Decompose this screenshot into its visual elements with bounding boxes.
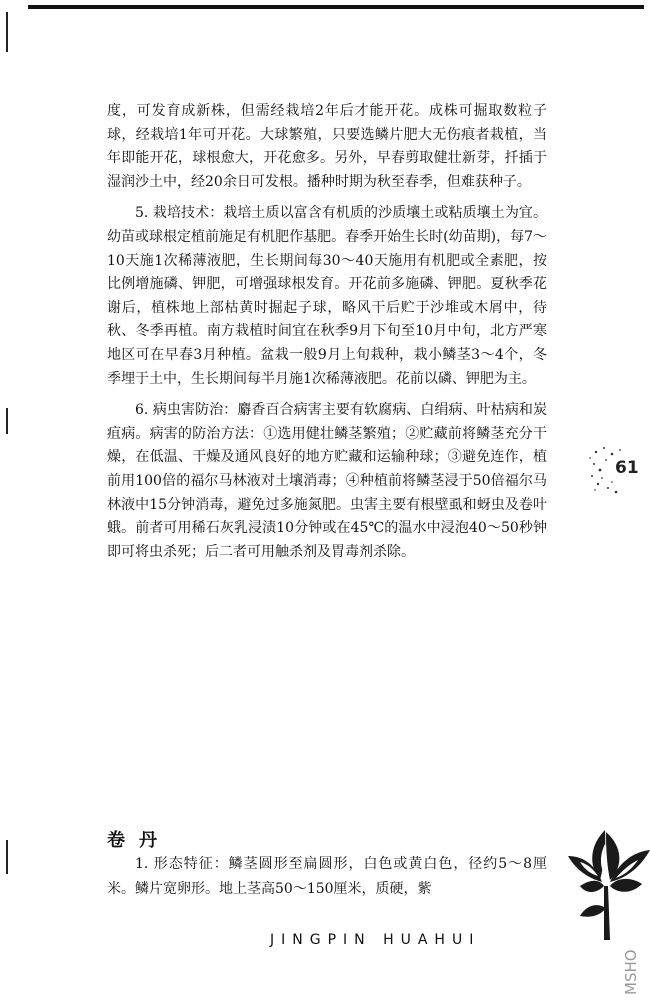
main-text: [107, 100, 547, 564]
binding-mark: [6, 408, 8, 434]
morphology-paragraph: 1. 形态特征：鳞茎圆形至扁圆形，白色或黄白色，径约5～8厘米。鳞片宽卵形。地上茎高50～150厘米，质硬，紫: [107, 856, 547, 897]
page-number: 61: [615, 458, 639, 478]
pest-control-paragraph: 6. 病虫害防治：麝香百合病害主要有软腐病、白绢病、叶枯病和炭疽病。病害的防治方法：①选用健壮鳞茎繁殖；②贮藏前将鳞茎充分干燥，在低温、干燥及通风良好的地方贮藏和运输种球；③避免连作，植前用100倍的福尔马林液对土壤消毒；④种植前将鳞茎浸于50倍福尔马林液中15分钟消毒，避免过多施氮肥。虫害主要有根壁虱和蚜虫及卷叶蛾。前者可用稀石灰乳浸渍10分钟或在45℃的温水中浸泡40～50秒钟即可将虫杀死；后二者可用触杀剂及胃毒剂杀除。: [107, 402, 547, 560]
binding-mark: [6, 12, 8, 52]
binding-mark: [6, 840, 8, 874]
section-title: 卷丹: [107, 830, 171, 851]
top-rule: [28, 5, 644, 9]
watermark: MSHO: [622, 949, 640, 995]
section-text: [107, 852, 547, 902]
continuation-paragraph: 度，可发育成新株，但需经栽培2年后才能开花。成株可掘取数粒子球，经栽培1年可开花。大球繁殖，只要选鳞片肥大无伤痕者栽植，当年即能开花，球根愈大，开花愈多。另外，早春剪取健壮新芽，扦插于湿润沙土中，经20余日可发根。播种时期为秋至春季，但难获种子。: [107, 103, 547, 190]
cultivation-paragraph: 5. 栽培技术：栽培土质以富含有机质的沙质壤土或粘质壤土为宜。幼苗或球根定植前施足有机肥作基肥。春季开始生长时(幼苗期)，每7～10天施1次稀薄液肥，生长期间每30～40天施用有机肥或全素肥，按比例增施磷、钾肥，可增强球根发育。开花前多施磷、钾肥。夏秋季花谢后，植株地上部枯黄时掘起子球，略风干后贮于沙堆或木屑中，待秋、冬季再植。南方栽植时间宜在秋季9月下旬至10月中旬，北方严寒地区可在早春3月种植。盆栽一般9月上旬栽种，栽小鳞茎3～4个，冬季埋于土中，生长期间每半月施1次稀薄液肥。花前以磷、钾肥为主。: [107, 205, 547, 387]
footer-label: JINGPIN HUAHUI: [270, 932, 481, 948]
